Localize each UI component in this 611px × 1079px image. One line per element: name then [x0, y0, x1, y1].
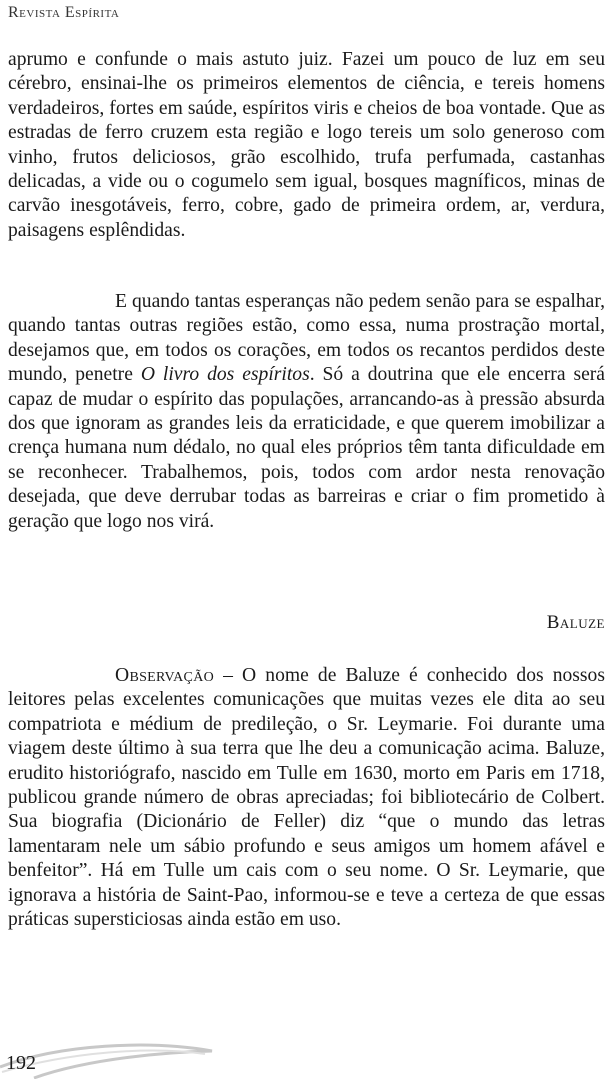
page-number: 192: [6, 1052, 36, 1074]
running-header: Revista Espírita: [8, 4, 120, 21]
paragraph-conclusion: [8, 290, 605, 534]
observation-paragraph: [8, 664, 605, 932]
paragraph-text-before-title: E quando tantas esperanças não pedem senão para se espalhar, quando tantas outras regiões estão, como essa, numa prostração mortal, desejamos que, em todos os corações, em todos os recantos perdidos deste mundo, penetre: [8, 291, 605, 386]
book-title: O livro dos espíritos: [140, 364, 310, 386]
observation-text: – O nome de Baluze é conhecido dos nossos leitores pelas excelentes comunicações que muitas vezes ele dita ao seu compatriota e médium de predileção, o Sr. Leymarie. Foi durante uma viagem deste último à sua terra que lhe deu a comunicação acima. Baluze, erudito historiógrafo, nascido em Tulle em 1630, morto em Paris em 1718, publicou grande número de obras apreciadas; foi bibliotecário de Colbert. Sua biografia (Dicionário de Feller) diz “que o mundo das letras lamentaram nele um sábio profundo e seus amigos um homem afável e benfeitor”. Há em Tulle um cais com o seu nome. O Sr. Leymarie, que ignorava a história de Saint-Pao, informou-se e teve a certeza de que essas práticas supersticiosas ainda estão em uso.: [8, 665, 605, 931]
observation-label: Observação: [115, 665, 215, 686]
author-signature: Baluze: [546, 612, 605, 633]
paragraph-text-after-title: . Só a doutrina que ele encerra será capaz de mudar o espírito das populações, arrancando-as à pressão absurda dos que ignoram as grandes leis da erraticidade, e que querem imobilizar a crença humana num dédalo, no qual eles próprios têm tanta dificuldade em se reconhecer. Trabalhemos, pois, todos com ardor nesta renovação desejada, que deve derrubar todas as barreiras e criar o fim prometido à geração que logo nos virá.: [8, 364, 605, 532]
paragraph-continuation: aprumo e confunde o mais astuto juiz. Fazei um pouco de luz em seu cérebro, ensinai-lhe os primeiros elementos de ciência, e tereis homens verdadeiros, fortes em saúde, espíritos viris e cheios de boa vontade. Que as estradas de ferro cruzem esta região e logo tereis um solo generoso com vinho, frutos deliciosos, grão escolhido, trufa perfumada, castanhas delicadas, a vide ou o cogumelo sem igual, bosques magníficos, minas de carvão inesgotáveis, ferro, cobre, gado de primeira ordem, ar, verdura, paisagens esplêndidas.: [8, 49, 605, 241]
